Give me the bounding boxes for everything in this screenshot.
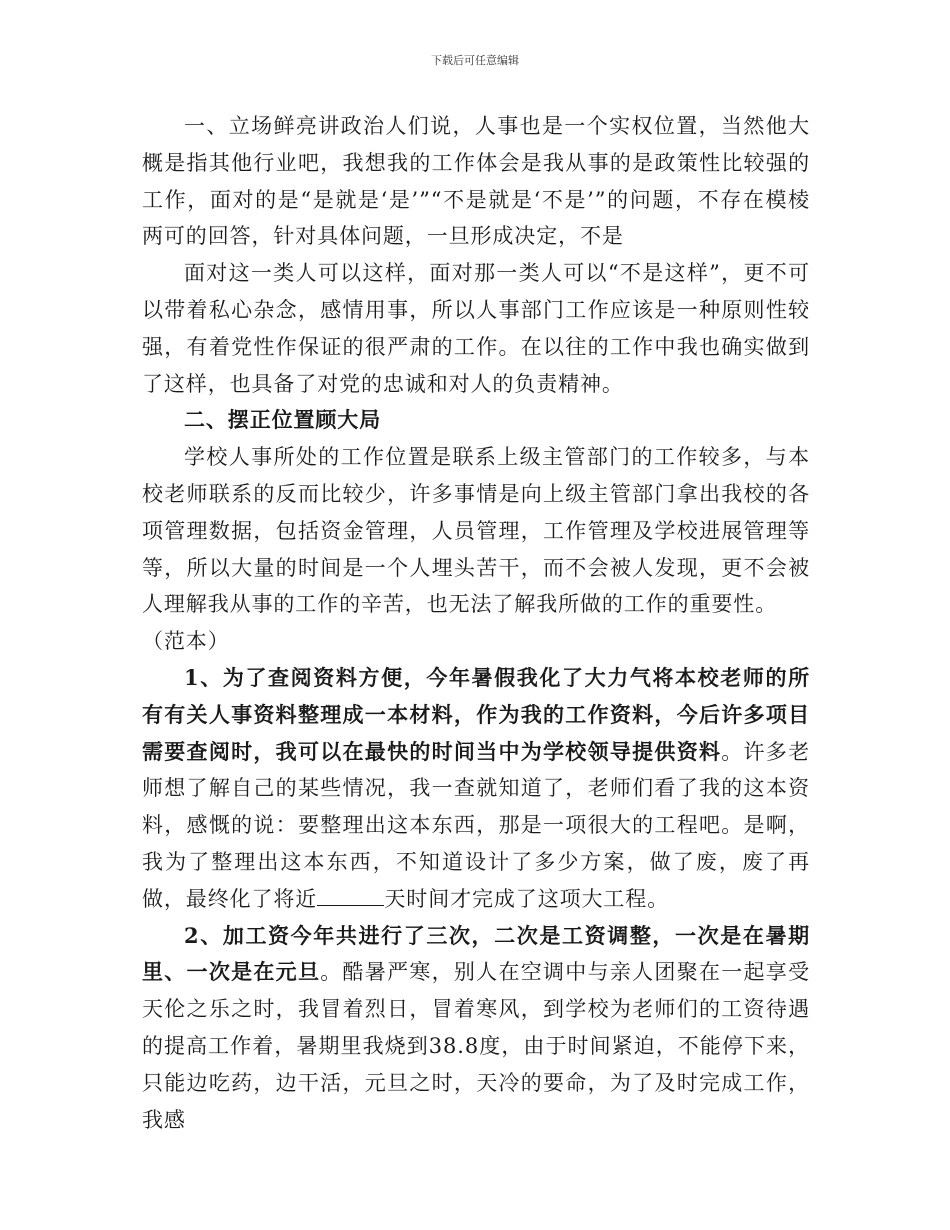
paragraph-6-bold: 2、加工资今年共进行了三次，二次是工资调整，一次是在暑期里、一次是在元旦 [142, 922, 810, 985]
paragraph-5 [142, 660, 810, 918]
fill-in-blank [317, 886, 384, 906]
paragraph-6-text: 。酷暑严寒，别人在空调中与亲人团聚在一起享受天伦之乐之时，我冒着烈日，冒着寒风，到学校为老师们的工资待遇的提高工作着，暑期里我烧到38.8度，由于时间紧迫，不能停下来，只能边吃药，边干活，元旦之时，天冷的要命，为了及时完成工作，我感 [142, 960, 810, 1132]
page-header: 下载后可任意编辑 [431, 54, 519, 67]
paragraph-1: 一、立场鲜亮讲政治人们说，人事也是一个实权位置，当然他大概是指其他行业吧，我想我的工作体会是我从事的是政策性比较强的工作，面对的是“是就是‘是’”“不是就是‘不是’”的问题，不存在模棱两可的回答，针对具体问题，一旦形成决定，不是 [142, 114, 810, 249]
paragraph-5-bold: 1、为了查阅资料方便，今年暑假我化了大力气将本校老师的所有有关人事资料整理成一本材料，作为我的工作资料，今后许多项目需要查阅时，我可以在最快的时间当中为学校领导提供资料 [142, 664, 810, 764]
document-body [142, 108, 810, 1138]
section-heading-2: 二、摆正位置顾大局 [184, 407, 382, 433]
paragraph-2: 面对这一类人可以这样，面对那一类人可以“不是这样”，更不可以带着私心杂念，感情用事，所以人事部门工作应该是一种原则性较强，有着党性作保证的很严肃的工作。在以往的工作中我也确实做到了这样，也具备了对党的忠诚和对人的负责精神。 [142, 261, 810, 396]
paragraph-5-end: 天时间才完成了这项大工程。 [384, 886, 670, 911]
paragraph-6 [142, 918, 810, 1139]
paragraph-5-text: 。许多老师想了解自己的某些情况，我一查就知道了，老师们看了我的这本资料，感慨的说：要整理出这本东西，那是一项很大的工程吧。是啊，我为了整理出这本东西，不知道设计了多少方案，做了废，废了再做，最终化了将近 [142, 739, 810, 911]
paragraph-3: 学校人事所处的工作位置是联系上级主管部门的工作较多，与本校老师联系的反而比较少，许多事情是向上级主管部门拿出我校的各项管理数据，包括资金管理，人员管理，工作管理及学校进展管理等等，所以大量的时间是一个人埋头苦干，而不会被人发现，更不会被人理解我从事的工作的辛苦，也无法了解我所做的工作的重要性。 [142, 445, 810, 617]
paragraph-sample-note: （范本） [142, 629, 230, 654]
